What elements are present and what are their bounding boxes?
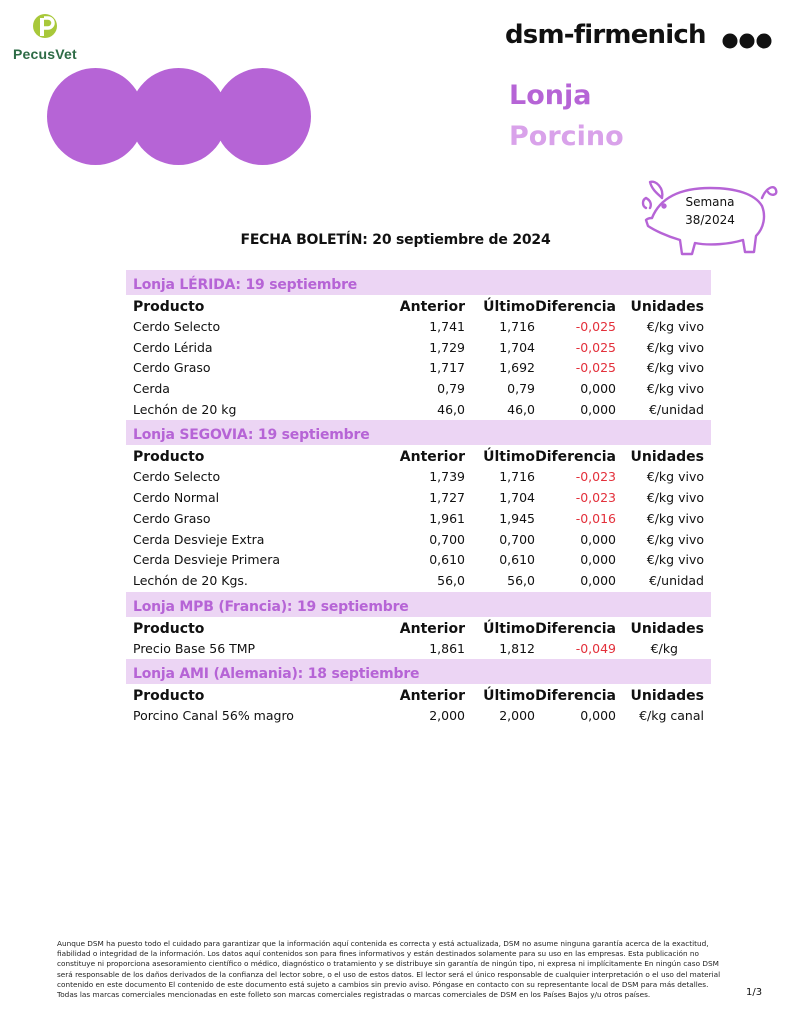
cell-diferencia: -0,016 [575, 510, 616, 526]
col-anterior: Anterior [399, 299, 465, 315]
col-unidades: Unidades [630, 688, 704, 705]
col-diferencia: Diferencia [535, 620, 616, 637]
cell-ultimo: 1,704 [499, 339, 535, 355]
price-tables [126, 270, 711, 727]
cell-ultimo: 46,0 [507, 401, 535, 417]
cell-diferencia: 0,000 [580, 381, 616, 397]
table-row [126, 571, 711, 592]
col-ultimo: Último [483, 688, 535, 705]
table-header [126, 617, 711, 639]
cell-anterior: 1,717 [429, 360, 465, 376]
cell-anterior: 56,0 [437, 572, 465, 588]
cell-anterior: 46,0 [437, 401, 465, 417]
cell-diferencia: -0,049 [575, 640, 616, 656]
table-row [126, 317, 711, 338]
col-diferencia: Diferencia [535, 299, 616, 315]
section-lerida [126, 270, 711, 420]
cell-unidades: €/kg vivo [646, 339, 704, 355]
col-unidades: Unidades [630, 299, 704, 315]
table-header [126, 684, 711, 706]
col-diferencia: Diferencia [535, 449, 616, 466]
brand-name: dsm-firmenich [505, 20, 706, 50]
table-header [126, 295, 711, 317]
cell-producto: Lechón de 20 kg [133, 401, 237, 417]
semana-label: Semana [685, 195, 735, 209]
cell-anterior: 0,79 [437, 381, 465, 397]
cell-diferencia: -0,025 [575, 339, 616, 355]
col-anterior: Anterior [399, 449, 465, 466]
cell-anterior: 1,741 [429, 319, 465, 334]
cell-unidades: €/kg vivo [646, 360, 704, 376]
cell-unidades: €/kg vivo [646, 510, 704, 526]
cell-producto: Cerdo Graso [133, 360, 211, 376]
table-row [126, 530, 711, 551]
title-lonja: Lonja [509, 80, 592, 111]
disclaimer-text: Aunque DSM ha puesto todo el cuidado para garantizar que la información aquí contenida es correcta y está actualizada, DSM no asume ninguna garantía acerca de la exactitud, fiabilidad o integridad de la información. Los datos aquí contenidos son para fines informativos y están destinados solamente para su uso en las empresas. Esta publicación no constituye ni proporciona asesoramiento científico o médico, diagnóstico o tratamiento y se distribuye sin garantía de ningún tipo, ni expresa ni implícitamente En ningún caso DSM será responsable de los daños derivados de la confianza del lector sobre, o el uso de estos datos. El lector será el único responsable de cualquier interpretación o el uso del material contenido en este documento El contenido de este documento está sujeto a cambios sin previo aviso. Póngase en contacto con su representante local de DSM para más detalles. Todas las marcas comerciales mencionadas en este folleto son marcas comerciales registradas o marcas comerciales de DSM en los Países Bajos y/u otros países. [57, 939, 721, 1000]
cell-producto: Cerda Desvieje Primera [133, 552, 281, 568]
col-diferencia: Diferencia [535, 688, 616, 705]
col-ultimo: Último [483, 299, 535, 315]
cell-diferencia: -0,023 [575, 490, 616, 506]
semana-value: 38/2024 [685, 213, 735, 227]
cell-diferencia: 0,000 [580, 572, 616, 588]
cell-unidades: €/kg vivo [646, 381, 704, 397]
section-title: Lonja AMI (Alemania): 18 septiembre [126, 659, 711, 684]
cell-producto: Cerdo Selecto [133, 319, 221, 334]
cell-producto: Cerda Desvieje Extra [133, 531, 265, 547]
table-row [126, 379, 711, 400]
table-row [126, 358, 711, 379]
decorative-circle [130, 68, 227, 165]
cell-anterior: 2,000 [429, 708, 465, 724]
cell-unidades: €/kg [650, 640, 678, 656]
cell-unidades: €/kg vivo [646, 490, 704, 506]
decorative-circle [214, 68, 311, 165]
section-title: Lonja SEGOVIA: 19 septiembre [126, 420, 711, 445]
cell-producto: Cerdo Normal [133, 490, 220, 506]
brand-dots-icon [722, 32, 772, 50]
cell-anterior: 0,610 [429, 552, 465, 568]
cell-anterior: 1,727 [429, 490, 465, 506]
semana-badge [666, 193, 754, 229]
cell-diferencia: -0,025 [575, 360, 616, 376]
cell-ultimo: 0,79 [507, 381, 535, 397]
pecusvet-logo-text: PecusVet [13, 46, 77, 62]
cell-anterior: 0,700 [429, 531, 465, 547]
cell-ultimo: 56,0 [507, 572, 535, 588]
table-row [126, 400, 711, 421]
cell-unidades: €/kg vivo [646, 319, 704, 334]
cell-anterior: 1,739 [429, 469, 465, 485]
col-producto: Producto [133, 620, 205, 637]
table-row [126, 488, 711, 509]
cell-unidades: €/kg vivo [646, 531, 704, 547]
cell-producto: Cerdo Graso [133, 510, 211, 526]
cell-ultimo: 1,704 [499, 490, 535, 506]
cell-diferencia: -0,025 [575, 319, 616, 334]
cell-anterior: 1,961 [429, 510, 465, 526]
cell-anterior: 1,861 [429, 640, 465, 656]
cell-producto: Porcino Canal 56% magro [133, 708, 294, 724]
cell-diferencia: 0,000 [580, 401, 616, 417]
cell-producto: Cerdo Selecto [133, 469, 221, 485]
cell-producto: Lechón de 20 Kgs. [133, 572, 248, 588]
col-producto: Producto [133, 688, 205, 705]
cell-ultimo: 0,700 [499, 531, 535, 547]
col-ultimo: Último [483, 620, 535, 637]
cell-ultimo: 2,000 [499, 708, 535, 724]
section-title: Lonja MPB (Francia): 19 septiembre [126, 592, 711, 617]
section-segovia [126, 420, 711, 591]
cell-ultimo: 1,716 [499, 319, 535, 334]
cell-producto: Cerdo Lérida [133, 339, 213, 355]
cell-producto: Cerda [133, 381, 170, 397]
cell-unidades: €/unidad [648, 572, 704, 588]
cell-ultimo: 0,610 [499, 552, 535, 568]
table-row [126, 639, 711, 660]
cell-diferencia: 0,000 [580, 708, 616, 724]
col-producto: Producto [133, 449, 205, 466]
cell-unidades: €/kg canal [639, 708, 704, 724]
section-ami-alemania [126, 659, 711, 727]
cell-unidades: €/kg vivo [646, 552, 704, 568]
col-anterior: Anterior [399, 688, 465, 705]
section-title: Lonja LÉRIDA: 19 septiembre [126, 270, 711, 295]
cell-diferencia: 0,000 [580, 552, 616, 568]
title-porcino: Porcino [509, 121, 624, 152]
cell-ultimo: 1,812 [499, 640, 535, 656]
table-row [126, 706, 711, 727]
cell-diferencia: -0,023 [575, 469, 616, 485]
table-row [126, 467, 711, 488]
table-row [126, 338, 711, 359]
cell-anterior: 1,729 [429, 339, 465, 355]
col-anterior: Anterior [399, 620, 465, 637]
cell-ultimo: 1,692 [499, 360, 535, 376]
col-unidades: Unidades [630, 620, 704, 637]
cell-unidades: €/kg vivo [646, 469, 704, 485]
section-mpb-francia [126, 592, 711, 660]
col-producto: Producto [133, 299, 205, 315]
fecha-boletin: FECHA BOLETÍN: 20 septiembre de 2024 [240, 232, 551, 248]
cell-ultimo: 1,945 [499, 510, 535, 526]
table-row [126, 509, 711, 530]
cell-unidades: €/unidad [648, 401, 704, 417]
col-unidades: Unidades [630, 449, 704, 466]
table-header [126, 445, 711, 467]
cell-producto: Precio Base 56 TMP [133, 640, 256, 656]
cell-ultimo: 1,716 [499, 469, 535, 485]
table-row [126, 550, 711, 571]
page-number: 1/3 [746, 987, 763, 998]
col-ultimo: Último [483, 449, 535, 466]
cell-diferencia: 0,000 [580, 531, 616, 547]
